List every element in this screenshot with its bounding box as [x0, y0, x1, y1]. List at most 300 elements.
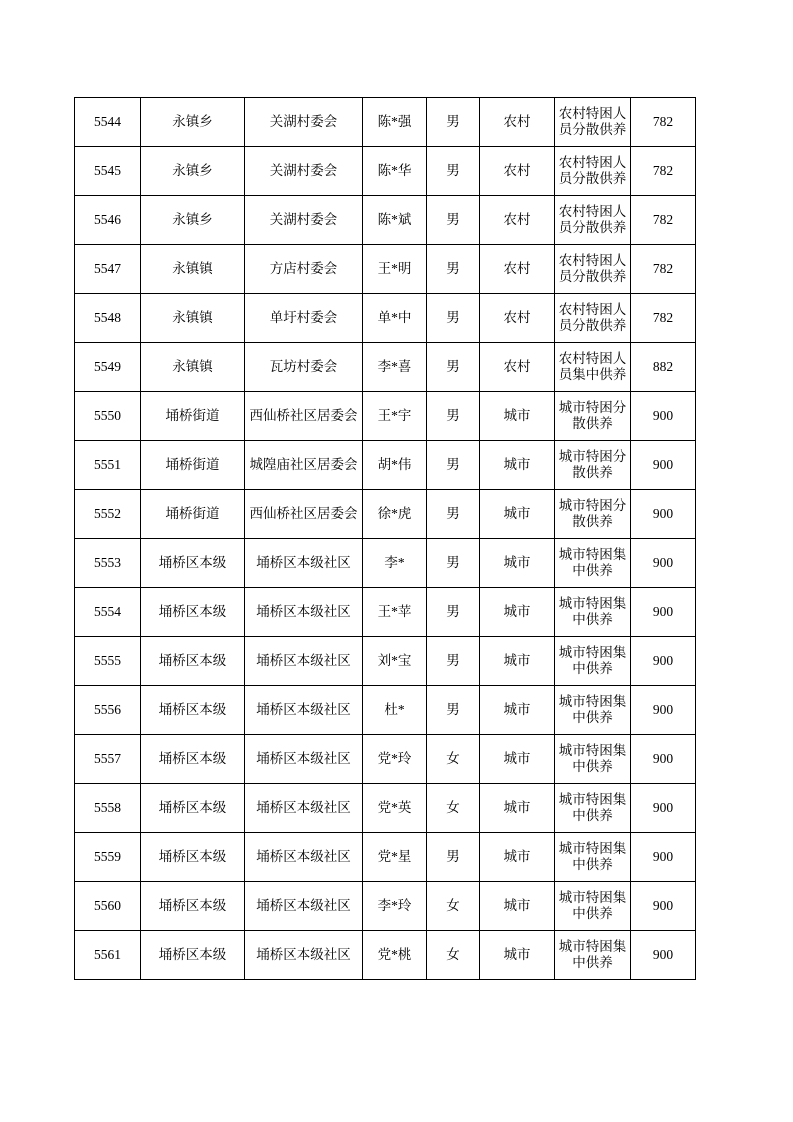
cell-text: 900 — [652, 849, 674, 865]
cell-category — [555, 686, 631, 735]
cell-amount — [631, 343, 696, 392]
cell-text: 党*玲 — [377, 751, 412, 767]
cell-type — [480, 686, 555, 735]
cell-text: 城市特困集中供养 — [558, 547, 627, 578]
cell-category — [555, 735, 631, 784]
cell-gender — [427, 98, 480, 147]
cell-id — [75, 490, 141, 539]
cell-name — [363, 196, 427, 245]
cell-amount — [631, 392, 696, 441]
cell-amount — [631, 686, 696, 735]
cell-town — [141, 637, 245, 686]
cell-text: 5560 — [94, 898, 121, 914]
cell-town — [141, 588, 245, 637]
table-row — [75, 490, 696, 539]
cell-text: 埇桥区本级社区 — [256, 947, 351, 963]
cell-text: 埇桥区本级 — [158, 604, 227, 620]
cell-category — [555, 392, 631, 441]
cell-text: 埇桥区本级 — [158, 751, 227, 767]
cell-text: 5558 — [94, 800, 121, 816]
cell-id — [75, 98, 141, 147]
cell-text: 5547 — [94, 261, 121, 277]
cell-text: 5561 — [94, 947, 121, 963]
cell-text: 李* — [384, 555, 405, 571]
cell-text: 782 — [652, 261, 674, 277]
cell-text: 城市 — [503, 800, 531, 816]
cell-town — [141, 735, 245, 784]
cell-text: 关湖村委会 — [269, 212, 338, 228]
cell-text: 男 — [446, 457, 460, 473]
cell-type — [480, 882, 555, 931]
cell-type — [480, 490, 555, 539]
cell-text: 5553 — [94, 555, 121, 571]
cell-id — [75, 245, 141, 294]
cell-name — [363, 98, 427, 147]
cell-text: 782 — [652, 212, 674, 228]
cell-id — [75, 735, 141, 784]
cell-text: 陈*华 — [377, 163, 412, 179]
cell-type — [480, 637, 555, 686]
cell-text: 埇桥区本级 — [158, 849, 227, 865]
cell-gender — [427, 441, 480, 490]
cell-amount — [631, 147, 696, 196]
cell-text: 5552 — [94, 506, 121, 522]
cell-name — [363, 294, 427, 343]
cell-text: 农村 — [503, 310, 531, 326]
cell-gender — [427, 931, 480, 980]
cell-gender — [427, 882, 480, 931]
cell-text: 城市 — [503, 702, 531, 718]
cell-town — [141, 833, 245, 882]
cell-text: 农村 — [503, 359, 531, 375]
cell-text: 782 — [652, 163, 674, 179]
cell-text: 5549 — [94, 359, 121, 375]
cell-text: 城市特困集中供养 — [558, 841, 627, 872]
cell-text: 埇桥区本级社区 — [256, 604, 351, 620]
cell-text: 农村特困人员分散供养 — [558, 253, 627, 284]
cell-text: 城市 — [503, 849, 531, 865]
beneficiary-table-container — [74, 97, 675, 980]
cell-town — [141, 98, 245, 147]
cell-amount — [631, 882, 696, 931]
cell-text: 埇桥街道 — [165, 408, 220, 424]
table-row — [75, 98, 696, 147]
cell-text: 女 — [446, 800, 460, 816]
cell-name — [363, 588, 427, 637]
cell-text: 永镇镇 — [172, 261, 213, 277]
cell-id — [75, 147, 141, 196]
cell-text: 城市 — [503, 653, 531, 669]
table-row — [75, 343, 696, 392]
cell-town — [141, 392, 245, 441]
cell-category — [555, 637, 631, 686]
table-row — [75, 147, 696, 196]
cell-text: 永镇镇 — [172, 310, 213, 326]
cell-town — [141, 343, 245, 392]
cell-village — [245, 147, 363, 196]
cell-type — [480, 735, 555, 784]
cell-text: 党*星 — [377, 849, 412, 865]
cell-text: 李*喜 — [377, 359, 412, 375]
table-row — [75, 882, 696, 931]
cell-name — [363, 735, 427, 784]
cell-id — [75, 833, 141, 882]
cell-type — [480, 392, 555, 441]
cell-type — [480, 539, 555, 588]
cell-id — [75, 931, 141, 980]
cell-category — [555, 343, 631, 392]
cell-category — [555, 784, 631, 833]
cell-category — [555, 539, 631, 588]
cell-text: 900 — [652, 506, 674, 522]
cell-category — [555, 245, 631, 294]
cell-text: 埇桥区本级 — [158, 702, 227, 718]
cell-text: 男 — [446, 114, 460, 130]
cell-category — [555, 294, 631, 343]
cell-village — [245, 441, 363, 490]
cell-text: 城市特困集中供养 — [558, 939, 627, 970]
cell-text: 5554 — [94, 604, 121, 620]
cell-category — [555, 196, 631, 245]
table-row — [75, 441, 696, 490]
cell-type — [480, 441, 555, 490]
cell-text: 埇桥区本级社区 — [256, 800, 351, 816]
cell-amount — [631, 98, 696, 147]
cell-amount — [631, 931, 696, 980]
cell-text: 男 — [446, 506, 460, 522]
cell-text: 女 — [446, 947, 460, 963]
cell-amount — [631, 588, 696, 637]
cell-village — [245, 539, 363, 588]
cell-text: 埇桥区本级社区 — [256, 751, 351, 767]
cell-gender — [427, 637, 480, 686]
cell-text: 党*桃 — [377, 947, 412, 963]
cell-text: 埇桥街道 — [165, 506, 220, 522]
cell-text: 城市 — [503, 898, 531, 914]
cell-village — [245, 343, 363, 392]
cell-text: 农村特困人员分散供养 — [558, 204, 627, 235]
cell-amount — [631, 245, 696, 294]
cell-text: 农村特困人员分散供养 — [558, 155, 627, 186]
table-row — [75, 392, 696, 441]
cell-text: 男 — [446, 359, 460, 375]
cell-name — [363, 392, 427, 441]
cell-category — [555, 833, 631, 882]
cell-text: 埇桥区本级社区 — [256, 653, 351, 669]
cell-text: 782 — [652, 114, 674, 130]
cell-text: 男 — [446, 849, 460, 865]
cell-village — [245, 882, 363, 931]
cell-text: 农村特困人员分散供养 — [558, 302, 627, 333]
cell-town — [141, 931, 245, 980]
cell-text: 女 — [446, 751, 460, 767]
cell-town — [141, 784, 245, 833]
cell-village — [245, 833, 363, 882]
cell-text: 5545 — [94, 163, 121, 179]
table-row — [75, 539, 696, 588]
cell-village — [245, 196, 363, 245]
cell-text: 埇桥区本级 — [158, 653, 227, 669]
cell-type — [480, 98, 555, 147]
cell-text: 城市 — [503, 947, 531, 963]
cell-amount — [631, 196, 696, 245]
cell-text: 城市特困集中供养 — [558, 890, 627, 921]
cell-town — [141, 882, 245, 931]
cell-text: 男 — [446, 261, 460, 277]
cell-text: 农村 — [503, 163, 531, 179]
cell-village — [245, 392, 363, 441]
cell-text: 5550 — [94, 408, 121, 424]
cell-name — [363, 784, 427, 833]
table-row — [75, 833, 696, 882]
cell-text: 刘*宝 — [377, 653, 412, 669]
cell-text: 男 — [446, 653, 460, 669]
cell-amount — [631, 294, 696, 343]
cell-text: 农村特困人员分散供养 — [558, 106, 627, 137]
cell-name — [363, 637, 427, 686]
cell-text: 党*英 — [377, 800, 412, 816]
cell-text: 瓦坊村委会 — [269, 359, 338, 375]
cell-name — [363, 490, 427, 539]
cell-text: 城市特困集中供养 — [558, 596, 627, 627]
cell-gender — [427, 392, 480, 441]
cell-text: 徐*虎 — [377, 506, 412, 522]
cell-text: 埇桥区本级社区 — [256, 702, 351, 718]
cell-id — [75, 343, 141, 392]
table-row — [75, 735, 696, 784]
cell-name — [363, 686, 427, 735]
cell-text: 城市 — [503, 506, 531, 522]
cell-id — [75, 882, 141, 931]
cell-gender — [427, 833, 480, 882]
table-row — [75, 588, 696, 637]
cell-id — [75, 294, 141, 343]
cell-name — [363, 833, 427, 882]
cell-gender — [427, 588, 480, 637]
cell-town — [141, 147, 245, 196]
cell-text: 5551 — [94, 457, 121, 473]
cell-text: 城市 — [503, 555, 531, 571]
cell-town — [141, 196, 245, 245]
cell-text: 西仙桥社区居委会 — [249, 506, 358, 522]
cell-text: 城市特困分散供养 — [558, 449, 627, 480]
cell-text: 城市 — [503, 457, 531, 473]
cell-text: 农村 — [503, 212, 531, 228]
cell-town — [141, 441, 245, 490]
cell-text: 杜* — [384, 702, 405, 718]
cell-text: 永镇乡 — [172, 163, 213, 179]
cell-id — [75, 686, 141, 735]
cell-amount — [631, 539, 696, 588]
table-row — [75, 784, 696, 833]
cell-text: 王*明 — [377, 261, 412, 277]
cell-text: 陈*斌 — [377, 212, 412, 228]
cell-text: 城市特困集中供养 — [558, 792, 627, 823]
cell-gender — [427, 196, 480, 245]
cell-text: 王*宇 — [377, 408, 412, 424]
cell-text: 埇桥区本级 — [158, 898, 227, 914]
cell-text: 城市 — [503, 751, 531, 767]
cell-id — [75, 539, 141, 588]
table-row — [75, 686, 696, 735]
cell-text: 5544 — [94, 114, 121, 130]
cell-text: 女 — [446, 898, 460, 914]
cell-id — [75, 588, 141, 637]
cell-text: 男 — [446, 310, 460, 326]
cell-text: 胡*伟 — [377, 457, 412, 473]
cell-village — [245, 637, 363, 686]
cell-text: 埇桥区本级 — [158, 555, 227, 571]
cell-text: 男 — [446, 702, 460, 718]
cell-village — [245, 245, 363, 294]
cell-village — [245, 686, 363, 735]
cell-text: 782 — [652, 310, 674, 326]
cell-text: 永镇镇 — [172, 359, 213, 375]
cell-text: 900 — [652, 702, 674, 718]
cell-text: 西仙桥社区居委会 — [249, 408, 358, 424]
cell-category — [555, 490, 631, 539]
cell-text: 900 — [652, 604, 674, 620]
cell-gender — [427, 735, 480, 784]
cell-town — [141, 490, 245, 539]
cell-village — [245, 588, 363, 637]
cell-text: 900 — [652, 653, 674, 669]
table-row — [75, 245, 696, 294]
cell-gender — [427, 784, 480, 833]
cell-gender — [427, 539, 480, 588]
table-row — [75, 931, 696, 980]
cell-gender — [427, 686, 480, 735]
cell-type — [480, 588, 555, 637]
cell-text: 埇桥街道 — [165, 457, 220, 473]
table-body — [75, 98, 696, 980]
cell-gender — [427, 147, 480, 196]
cell-id — [75, 196, 141, 245]
cell-amount — [631, 637, 696, 686]
cell-name — [363, 245, 427, 294]
cell-text: 900 — [652, 457, 674, 473]
cell-text: 城市特困集中供养 — [558, 645, 627, 676]
cell-text: 埇桥区本级社区 — [256, 555, 351, 571]
cell-text: 城市特困集中供养 — [558, 694, 627, 725]
cell-text: 单*中 — [377, 310, 412, 326]
cell-amount — [631, 735, 696, 784]
cell-text: 城市特困分散供养 — [558, 400, 627, 431]
cell-text: 900 — [652, 947, 674, 963]
cell-category — [555, 882, 631, 931]
cell-type — [480, 294, 555, 343]
cell-text: 5559 — [94, 849, 121, 865]
cell-id — [75, 441, 141, 490]
cell-text: 男 — [446, 212, 460, 228]
cell-text: 埇桥区本级社区 — [256, 849, 351, 865]
cell-text: 5546 — [94, 212, 121, 228]
cell-village — [245, 490, 363, 539]
table-row — [75, 637, 696, 686]
cell-text: 900 — [652, 555, 674, 571]
cell-amount — [631, 490, 696, 539]
cell-text: 男 — [446, 163, 460, 179]
cell-text: 5555 — [94, 653, 121, 669]
cell-text: 5557 — [94, 751, 121, 767]
cell-town — [141, 245, 245, 294]
cell-text: 5556 — [94, 702, 121, 718]
cell-text: 900 — [652, 800, 674, 816]
cell-village — [245, 735, 363, 784]
cell-text: 城市 — [503, 604, 531, 620]
cell-type — [480, 245, 555, 294]
cell-name — [363, 441, 427, 490]
cell-name — [363, 147, 427, 196]
beneficiary-table — [74, 97, 696, 980]
cell-text: 城市特困分散供养 — [558, 498, 627, 529]
cell-gender — [427, 294, 480, 343]
cell-id — [75, 637, 141, 686]
cell-text: 农村 — [503, 261, 531, 277]
cell-text: 单圩村委会 — [269, 310, 338, 326]
cell-id — [75, 784, 141, 833]
table-row — [75, 196, 696, 245]
cell-text: 埇桥区本级 — [158, 947, 227, 963]
cell-gender — [427, 245, 480, 294]
cell-id — [75, 392, 141, 441]
cell-village — [245, 294, 363, 343]
cell-name — [363, 539, 427, 588]
cell-text: 关湖村委会 — [269, 114, 338, 130]
cell-amount — [631, 441, 696, 490]
cell-text: 埇桥区本级 — [158, 800, 227, 816]
cell-category — [555, 441, 631, 490]
cell-text: 李*玲 — [377, 898, 412, 914]
cell-village — [245, 931, 363, 980]
cell-village — [245, 98, 363, 147]
cell-text: 900 — [652, 408, 674, 424]
cell-text: 男 — [446, 408, 460, 424]
cell-text: 900 — [652, 898, 674, 914]
cell-type — [480, 196, 555, 245]
cell-text: 882 — [652, 359, 674, 375]
cell-category — [555, 98, 631, 147]
cell-type — [480, 147, 555, 196]
cell-text: 男 — [446, 555, 460, 571]
cell-town — [141, 539, 245, 588]
cell-type — [480, 931, 555, 980]
cell-text: 永镇乡 — [172, 212, 213, 228]
cell-type — [480, 833, 555, 882]
cell-gender — [427, 343, 480, 392]
cell-type — [480, 784, 555, 833]
cell-amount — [631, 784, 696, 833]
cell-text: 王*苹 — [377, 604, 412, 620]
cell-amount — [631, 833, 696, 882]
table-row — [75, 294, 696, 343]
cell-category — [555, 588, 631, 637]
cell-text: 5548 — [94, 310, 121, 326]
cell-village — [245, 784, 363, 833]
cell-text: 方店村委会 — [269, 261, 338, 277]
cell-text: 城市 — [503, 408, 531, 424]
cell-text: 关湖村委会 — [269, 163, 338, 179]
cell-town — [141, 686, 245, 735]
cell-town — [141, 294, 245, 343]
cell-category — [555, 147, 631, 196]
cell-type — [480, 343, 555, 392]
cell-name — [363, 343, 427, 392]
cell-gender — [427, 490, 480, 539]
cell-text: 农村 — [503, 114, 531, 130]
cell-name — [363, 931, 427, 980]
cell-text: 农村特困人员集中供养 — [558, 351, 627, 382]
